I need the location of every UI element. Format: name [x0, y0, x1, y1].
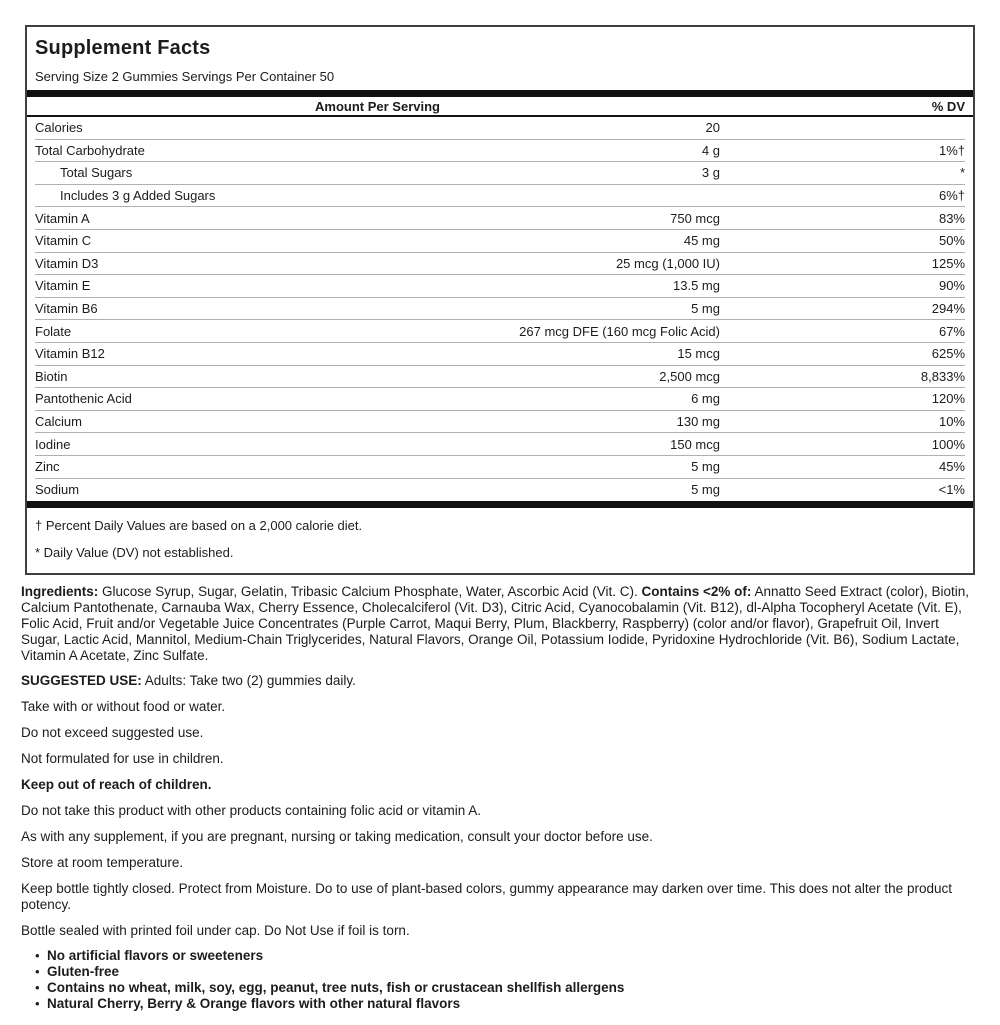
suggested-use-paragraph — [21, 673, 979, 689]
statement-storage: Store at room temperature. — [21, 855, 184, 871]
nutrient-dv: 125% — [931, 255, 965, 271]
ingredients-paragraph — [21, 584, 979, 664]
nutrient-amount: 3 g — [701, 165, 720, 181]
nutrient-dv: 1%† — [938, 142, 965, 158]
nutrient-name: Total Carbohydrate — [35, 142, 145, 158]
serving-size-line: Serving Size 2 Gummies Servings Per Container 50 — [35, 69, 335, 84]
table-row-vitamin-b6 — [35, 298, 965, 321]
nutrient-name: Sodium — [35, 482, 80, 498]
nutrient-dv: 100% — [931, 436, 965, 452]
bullet-icon: • — [35, 980, 40, 996]
nutrient-amount: 4 g — [701, 142, 720, 158]
nutrient-dv: 45% — [938, 459, 965, 475]
list-item — [21, 980, 979, 996]
table-row-pantothenic-acid — [35, 388, 965, 411]
nutrient-amount: 5 mg — [691, 301, 720, 317]
nutrient-name: Iodine — [35, 436, 71, 452]
statement-pregnancy-warning: As with any supplement, if you are pregnant, nursing or taking medication, consult your doctor before use. — [21, 829, 653, 845]
nutrient-name: Vitamin B12 — [35, 346, 105, 362]
list-item — [21, 996, 979, 1012]
suggested-use-label: SUGGESTED USE: — [21, 673, 142, 689]
supplement-label-page — [0, 25, 1000, 1012]
statement-not-for-children: Not formulated for use in children. — [21, 751, 224, 767]
feature-bullet-list — [21, 948, 979, 1012]
table-row-total-sugars — [35, 162, 965, 185]
table-row-iodine — [35, 433, 965, 456]
nutrient-amount: 750 mcg — [670, 210, 720, 226]
bullet-icon: • — [35, 948, 40, 964]
table-row-added-sugars — [35, 185, 965, 208]
statement-foil-seal: Bottle sealed with printed foil under cap. Do Not Use if foil is torn. — [21, 923, 410, 939]
nutrient-name: Vitamin C — [35, 233, 92, 249]
nutrient-dv: 625% — [931, 346, 965, 362]
nutrient-dv: 83% — [938, 210, 965, 226]
bottom-thick-divider — [27, 501, 973, 508]
nutrient-name: Folate — [35, 323, 72, 339]
footnote-dv-not-established: * Daily Value (DV) not established. — [35, 545, 234, 561]
nutrient-dv: 67% — [938, 323, 965, 339]
contains-less-than-2pct-label: Contains <2% of: — [641, 584, 752, 600]
ingredients-label: Ingredients: — [21, 584, 99, 600]
table-row-vitamin-a — [35, 207, 965, 230]
statement-keep-out-of-reach: Keep out of reach of children. — [21, 777, 212, 793]
ingredients-minor-list: Annatto Seed Extract (color), Biotin, Calcium Pantothenate, Carnauba Wax, Cherry Essence, Cholecalciferol (Vit. D3), Citric Acid, Cyanocobalamin (Vit. B12), dl-Alpha Tocopheryl Acetate (Vit. E), Folic Acid, Fruit and/or Vegetable Juice Concentrates (Purple Carrot, Maqui Berry, Plum, Blackberry, Raspberry) (color and/or flavor), Grapefruit Oil, Invert Sugar, Lactic Acid, Mannitol, Medium-Chain Triglycerides, Natural Flavors, Orange Oil, Potassium Iodide, Pyridoxine Hydrochloride (Vit. B6), Sodium Lactate, Vitamin A Acetate, Zinc Sulfate. — [21, 584, 970, 664]
bullet-text-natural-flavors: Natural Cherry, Berry & Orange flavors with other natural flavors — [47, 996, 461, 1012]
nutrient-dv: 6%† — [938, 188, 965, 204]
table-row-vitamin-d3 — [35, 253, 965, 276]
nutrient-name: Vitamin D3 — [35, 255, 99, 271]
table-row-calcium — [35, 411, 965, 434]
nutrient-dv: 50% — [938, 233, 965, 249]
nutrient-amount: 6 mg — [691, 391, 720, 407]
nutrient-name: Zinc — [35, 459, 60, 475]
nutrient-amount: 13.5 mg — [673, 278, 720, 294]
table-row-calories — [35, 117, 965, 140]
header-amount-per-serving: Amount Per Serving — [315, 98, 440, 114]
list-item — [21, 948, 979, 964]
nutrient-name: Calories — [35, 120, 83, 136]
bullet-text-gluten-free: Gluten-free — [47, 964, 120, 980]
table-row-vitamin-c — [35, 230, 965, 253]
nutrient-name: Vitamin E — [35, 278, 91, 294]
table-row-total-carbohydrate — [35, 140, 965, 163]
nutrient-dv: 8,833% — [920, 368, 965, 384]
statement-bottle-care: Keep bottle tightly closed. Protect from Moisture. Do to use of plant-based colors, gummy appearance may darken over time. This does not alter the product potency. — [21, 881, 952, 913]
top-thick-divider — [27, 90, 973, 97]
table-row-biotin — [35, 366, 965, 389]
header-percent-dv: % DV — [931, 98, 965, 114]
nutrient-amount: 150 mcg — [670, 436, 720, 452]
nutrient-dv: 10% — [938, 414, 965, 430]
nutrient-dv: 90% — [938, 278, 965, 294]
nutrient-table — [27, 117, 973, 501]
footnotes — [27, 508, 973, 573]
nutrient-dv: 294% — [931, 301, 965, 317]
panel-title: Supplement Facts — [35, 37, 211, 59]
ingredients-main-list: Glucose Syrup, Sugar, Gelatin, Tribasic Calcium Phosphate, Water, Ascorbic Acid (Vit. C). — [102, 584, 638, 600]
table-row-vitamin-e — [35, 275, 965, 298]
nutrient-name: Vitamin A — [35, 210, 90, 226]
supplement-facts-panel — [25, 25, 975, 575]
bullet-icon: • — [35, 996, 40, 1012]
nutrient-amount: 5 mg — [691, 482, 720, 498]
nutrient-name: Includes 3 g Added Sugars — [60, 188, 216, 204]
nutrient-amount: 15 mcg — [677, 346, 720, 362]
statement-do-not-exceed: Do not exceed suggested use. — [21, 725, 204, 741]
table-row-folate — [35, 320, 965, 343]
suggested-use-text: Adults: Take two (2) gummies daily. — [144, 673, 356, 689]
nutrient-name: Calcium — [35, 414, 82, 430]
bullet-text-no-artificial-flavors: No artificial flavors or sweeteners — [47, 948, 264, 964]
footnote-daily-values: † Percent Daily Values are based on a 2,000 calorie diet. — [35, 518, 363, 534]
nutrient-amount: 130 mg — [676, 414, 720, 430]
table-row-vitamin-b12 — [35, 343, 965, 366]
table-row-sodium — [35, 479, 965, 502]
nutrient-amount: 267 mcg DFE (160 mcg Folic Acid) — [519, 323, 720, 339]
nutrient-name: Vitamin B6 — [35, 301, 98, 317]
nutrient-name: Pantothenic Acid — [35, 391, 132, 407]
table-header-row — [27, 97, 973, 117]
nutrient-amount: 45 mg — [683, 233, 720, 249]
nutrient-amount: 2,500 mcg — [659, 368, 720, 384]
bullet-text-allergens: Contains no wheat, milk, soy, egg, peanut, tree nuts, fish or crustacean shellfish allergens — [47, 980, 625, 996]
nutrient-dv: <1% — [938, 482, 965, 498]
nutrient-name: Biotin — [35, 368, 68, 384]
nutrient-amount: 20 — [705, 120, 720, 136]
statement-food-or-water: Take with or without food or water. — [21, 699, 226, 715]
table-row-zinc — [35, 456, 965, 479]
statement-folic-acid-warning: Do not take this product with other products containing folic acid or vitamin A. — [21, 803, 481, 819]
nutrient-dv: * — [959, 165, 965, 181]
nutrient-dv: 120% — [931, 391, 965, 407]
bullet-icon: • — [35, 964, 40, 980]
nutrient-amount: 5 mg — [691, 459, 720, 475]
list-item — [21, 964, 979, 980]
nutrient-name: Total Sugars — [60, 165, 133, 181]
nutrient-amount: 25 mcg (1,000 IU) — [615, 255, 720, 271]
